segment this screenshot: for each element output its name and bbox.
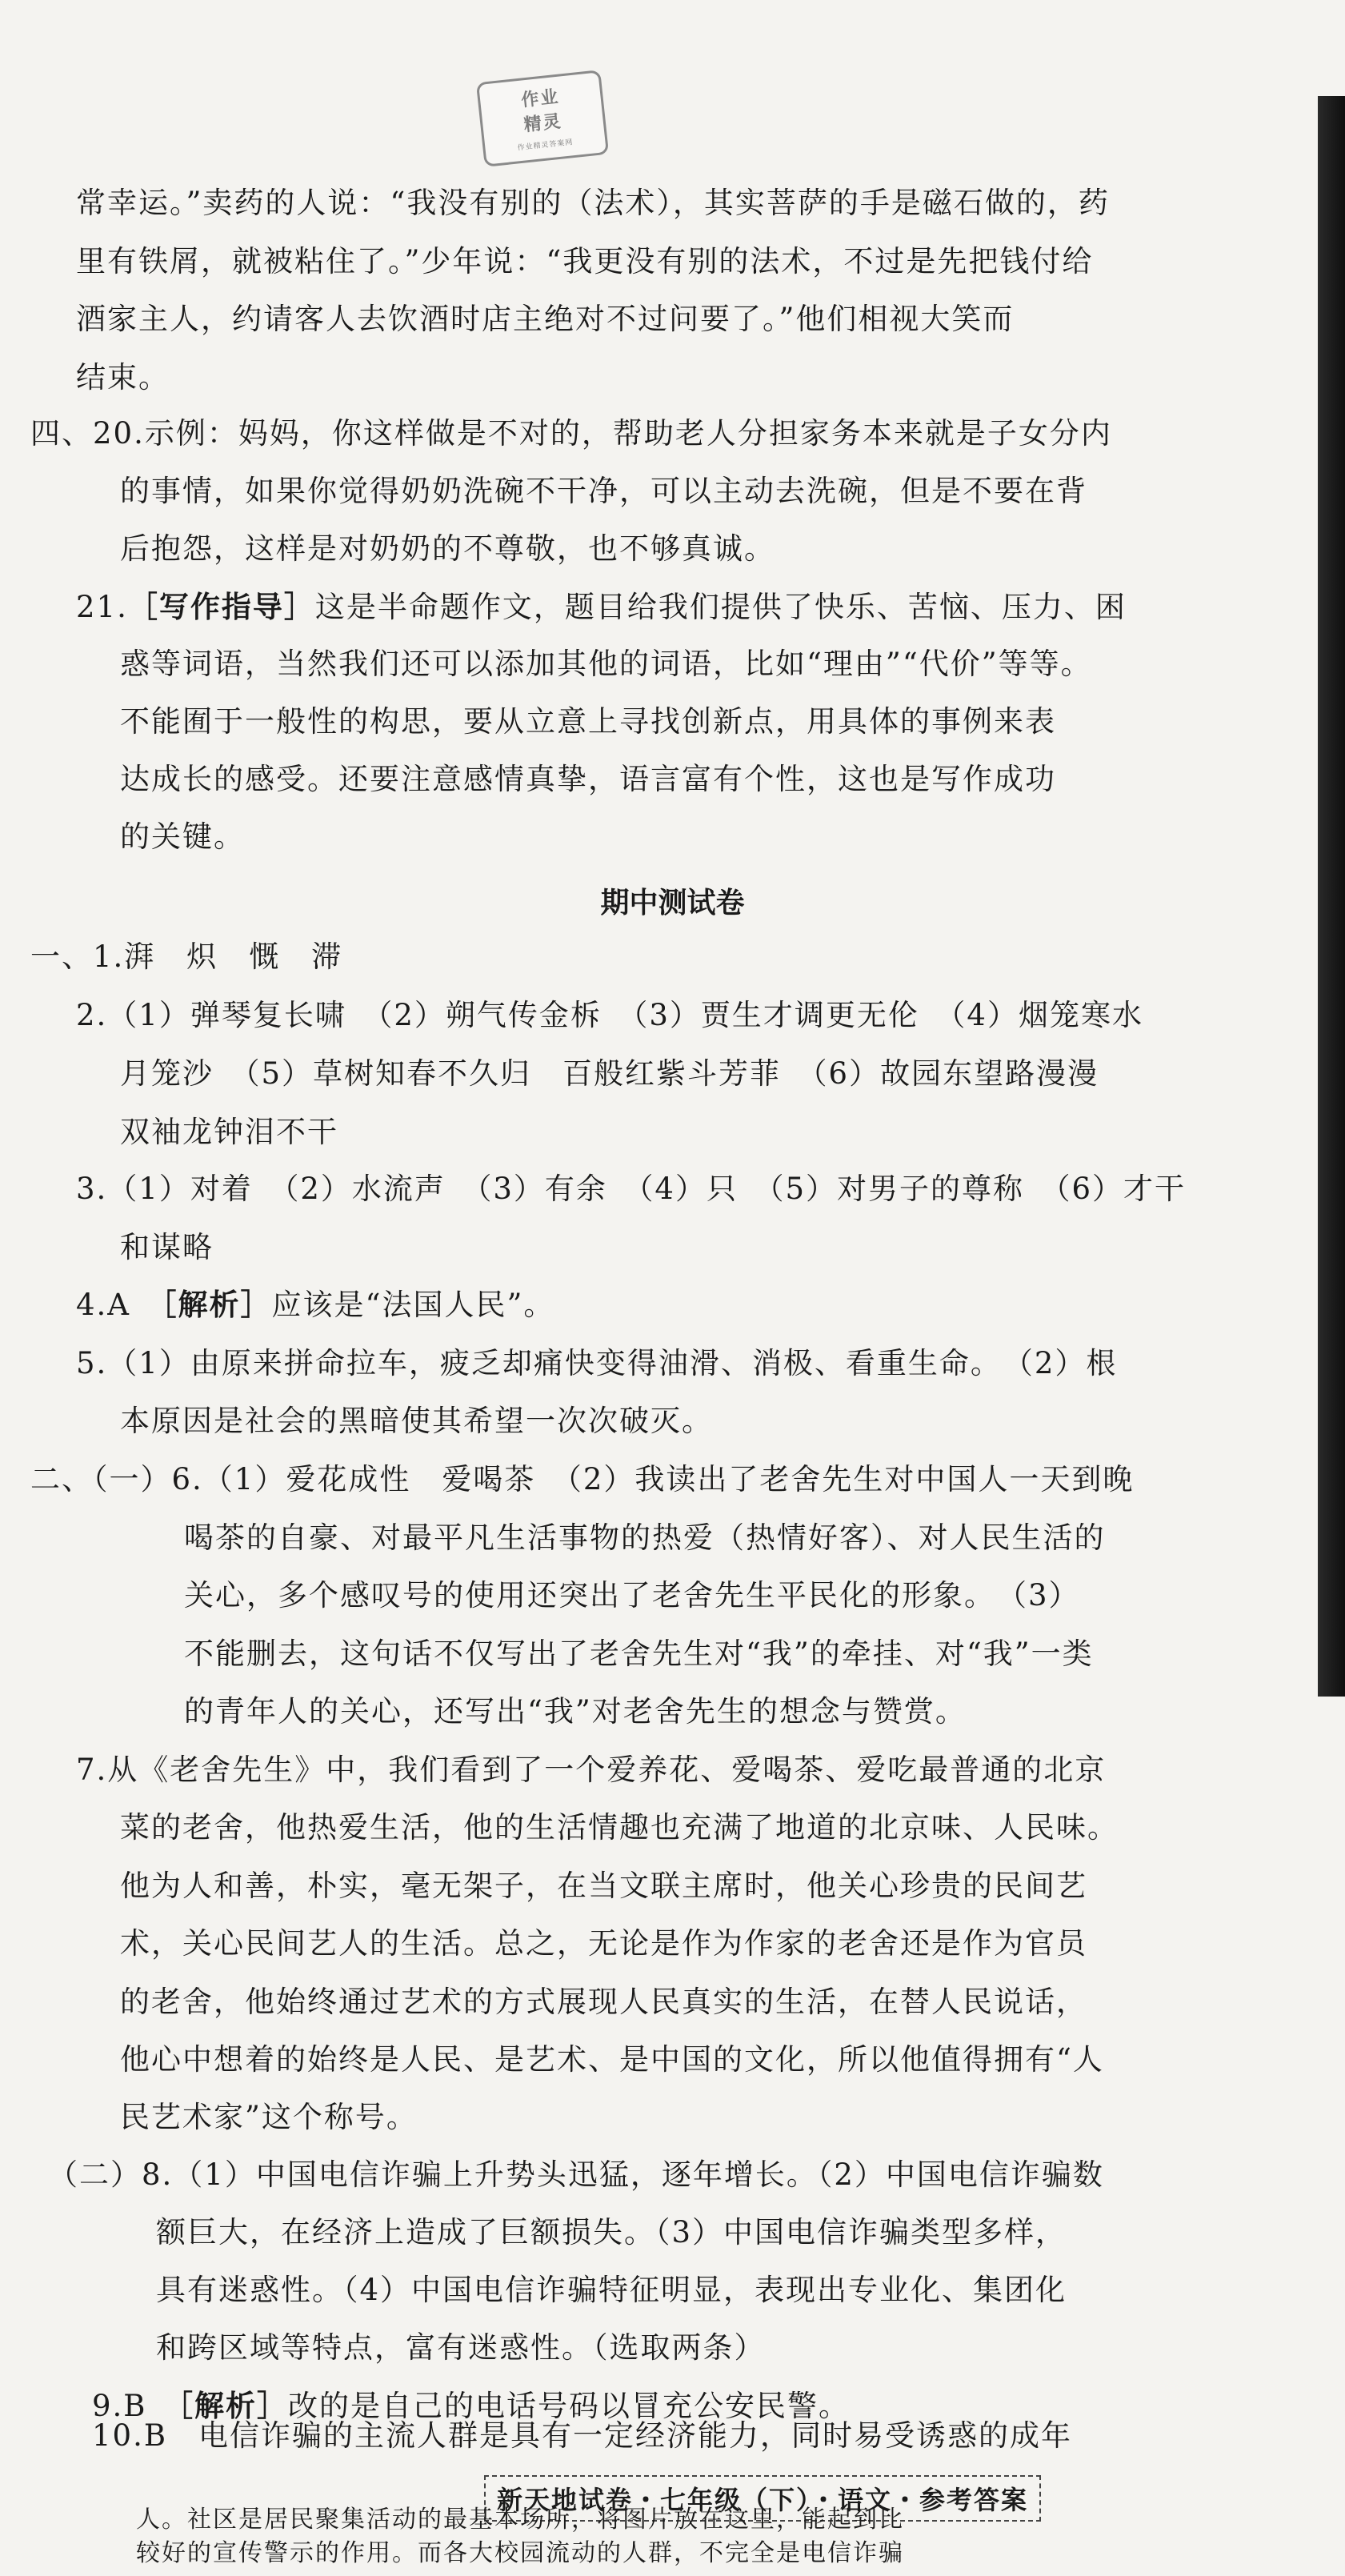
writing-guide-line [76, 588, 1127, 627]
stamp-line: 作业 [520, 86, 561, 111]
text-span: 改的是自己的电话号码以冒充公安民警。 [288, 2389, 850, 2423]
text-line: 不能囿于一般性的构思，要从立意上寻找创新点，用具体的事例来表 [120, 704, 1056, 739]
text-line: 常幸运。”卖药的人说：“我没有别的（法术），其实菩萨的手是磁石做的，药 [76, 186, 1110, 220]
text-line: 喝茶的自豪、对最平凡生活事物的热爱（热情好客）、对人民生活的 [184, 1520, 1106, 1555]
text-line: 不能删去，这句话不仅写出了老舍先生对“我”的牵挂、对“我”一类 [184, 1637, 1094, 1671]
stamp-line: 作业精灵答案网 [517, 138, 574, 153]
writing-guide-tag: ［写作指导］ [127, 590, 315, 624]
text-line: 双袖龙钟泪不干 [120, 1115, 338, 1149]
answer-line [76, 1286, 554, 1324]
text-line: 的青年人的关心，还写出“我”对老舍先生的想念与赞赏。 [184, 1694, 967, 1729]
text-line: 的事情，如果你觉得奶奶洗碗不干净，可以主动去洗碗，但是不要在背 [120, 474, 1087, 508]
text-line: 的关键。 [120, 819, 245, 854]
text-line: 二、（一）6.（1）爱花成性 爱喝茶 （2）我读出了老舍先生对中国人一天到晚 [30, 1462, 1135, 1496]
text-line: 具有迷惑性。（4）中国电信诈骗特征明显，表现出专业化、集团化 [156, 2273, 1067, 2307]
text-line: 和跨区域等特点，富有迷惑性。（选取两条） [156, 2330, 766, 2365]
text-line: 他心中想着的始终是人民、是艺术、是中国的文化，所以他值得拥有“人 [120, 2042, 1104, 2077]
text-line: 惑等词语，当然我们还可以添加其他的词语，比如“理由”“代价”等等。 [120, 647, 1092, 681]
question-number: 21. [76, 590, 128, 624]
text-line: 后抱怨，这样是对奶奶的不尊敬，也不够真诚。 [120, 531, 775, 566]
text-line: 民艺术家”这个称号。 [120, 2100, 418, 2134]
page-footer: 新天地试卷・七年级（下）・语文・参考答案 [484, 2475, 1041, 2522]
text-line: 的老舍，他始终通过艺术的方式展现人民真实的生活，在替人民说话， [120, 1985, 1087, 2019]
q10-line: 人。社区是居民聚集活动的最基本场所，将图片放在这里，能起到比 [136, 2506, 904, 2534]
question-number: 4.A [76, 1288, 162, 1322]
text-line: 7.从《老舍先生》中，我们看到了一个爱养花、爱喝茶、爱吃最普通的北京 [76, 1753, 1107, 1787]
stamp-line: 精灵 [522, 111, 563, 136]
text-line: 术，关心民间艺人的生活。总之，无论是作为作家的老舍还是作为官员 [120, 1926, 1087, 1961]
text-line: 额巨大，在经济上造成了巨额损失。（3）中国电信诈骗类型多样， [156, 2215, 1067, 2249]
analysis-tag: ［解析］ [162, 1288, 272, 1322]
text-line: 3.（1）对着 （2）水流声 （3）有余 （4）只 （5）对男子的尊称 （6）才干 [76, 1172, 1187, 1206]
text-line: 一、1.湃 炽 慨 滞 [30, 939, 343, 974]
text-line: 2.（1）弹琴复长啸 （2）朔气传金柝 （3）贾生才调更无伦 （4）烟笼寒水 [76, 998, 1143, 1032]
text-line: 达成长的感受。还要注意感情真挚，语言富有个性，这也是写作成功 [120, 762, 1056, 796]
analysis-tag: ［解析］ [178, 2389, 288, 2423]
text-line: 里有铁屑，就被粘住了。”少年说：“我更没有别的法术，不过是先把钱付给 [76, 244, 1094, 278]
text-span: 应该是“法国人民”。 [271, 1288, 555, 1322]
text-line: 他为人和善，朴实，毫无架子，在当文联主席时，他关心珍贵的民间艺 [120, 1869, 1087, 1903]
text-line: 月笼沙 （5）草树知春不久归 百般红紫斗芳菲 （6）故园东望路漫漫 [120, 1056, 1099, 1091]
text-line: 酒家主人，约请客人去饮酒时店主绝对不过问要了。”他们相视大笑而 [76, 302, 1015, 336]
text-line: 结束。 [76, 360, 170, 395]
q10-line: 较好的宣传警示的作用。而各大校园流动的人群，不完全是电信诈骗 [136, 2539, 904, 2567]
text-line: 5.（1）由原来拼命拉车，疲乏却痛快变得油滑、消极、看重生命。 （2）根 [76, 1346, 1118, 1380]
text-line: 四、20.示例：妈妈，你这样做是不对的，帮助老人分担家务本来就是子女分内 [30, 416, 1112, 451]
text-line: 和谋略 [120, 1230, 214, 1264]
text-line: 菜的老舍，他热爱生活，他的生活情趣也充满了地道的北京味、人民味。 [120, 1810, 1119, 1845]
text-line: （二）8.（1）中国电信诈骗上升势头迅猛，逐年增长。（2）中国电信诈骗数 [48, 2157, 1104, 2192]
text-line: 本原因是社会的黑暗使其希望一次次破灭。 [120, 1404, 713, 1438]
text-span: 这是半命题作文，题目给我们提供了快乐、苦恼、压力、困 [314, 590, 1127, 624]
question-number: 9.B [92, 2389, 178, 2423]
section-heading: 期中测试卷 [600, 887, 745, 919]
q10-line: 10.B 电信诈骗的主流人群是具有一定经济能力，同时易受诱惑的成年 [92, 2418, 1073, 2453]
watermark-stamp [476, 70, 609, 167]
text-line: 关心，多个感叹号的使用还突出了老舍先生平民化的形象。 （3） [184, 1578, 1080, 1613]
